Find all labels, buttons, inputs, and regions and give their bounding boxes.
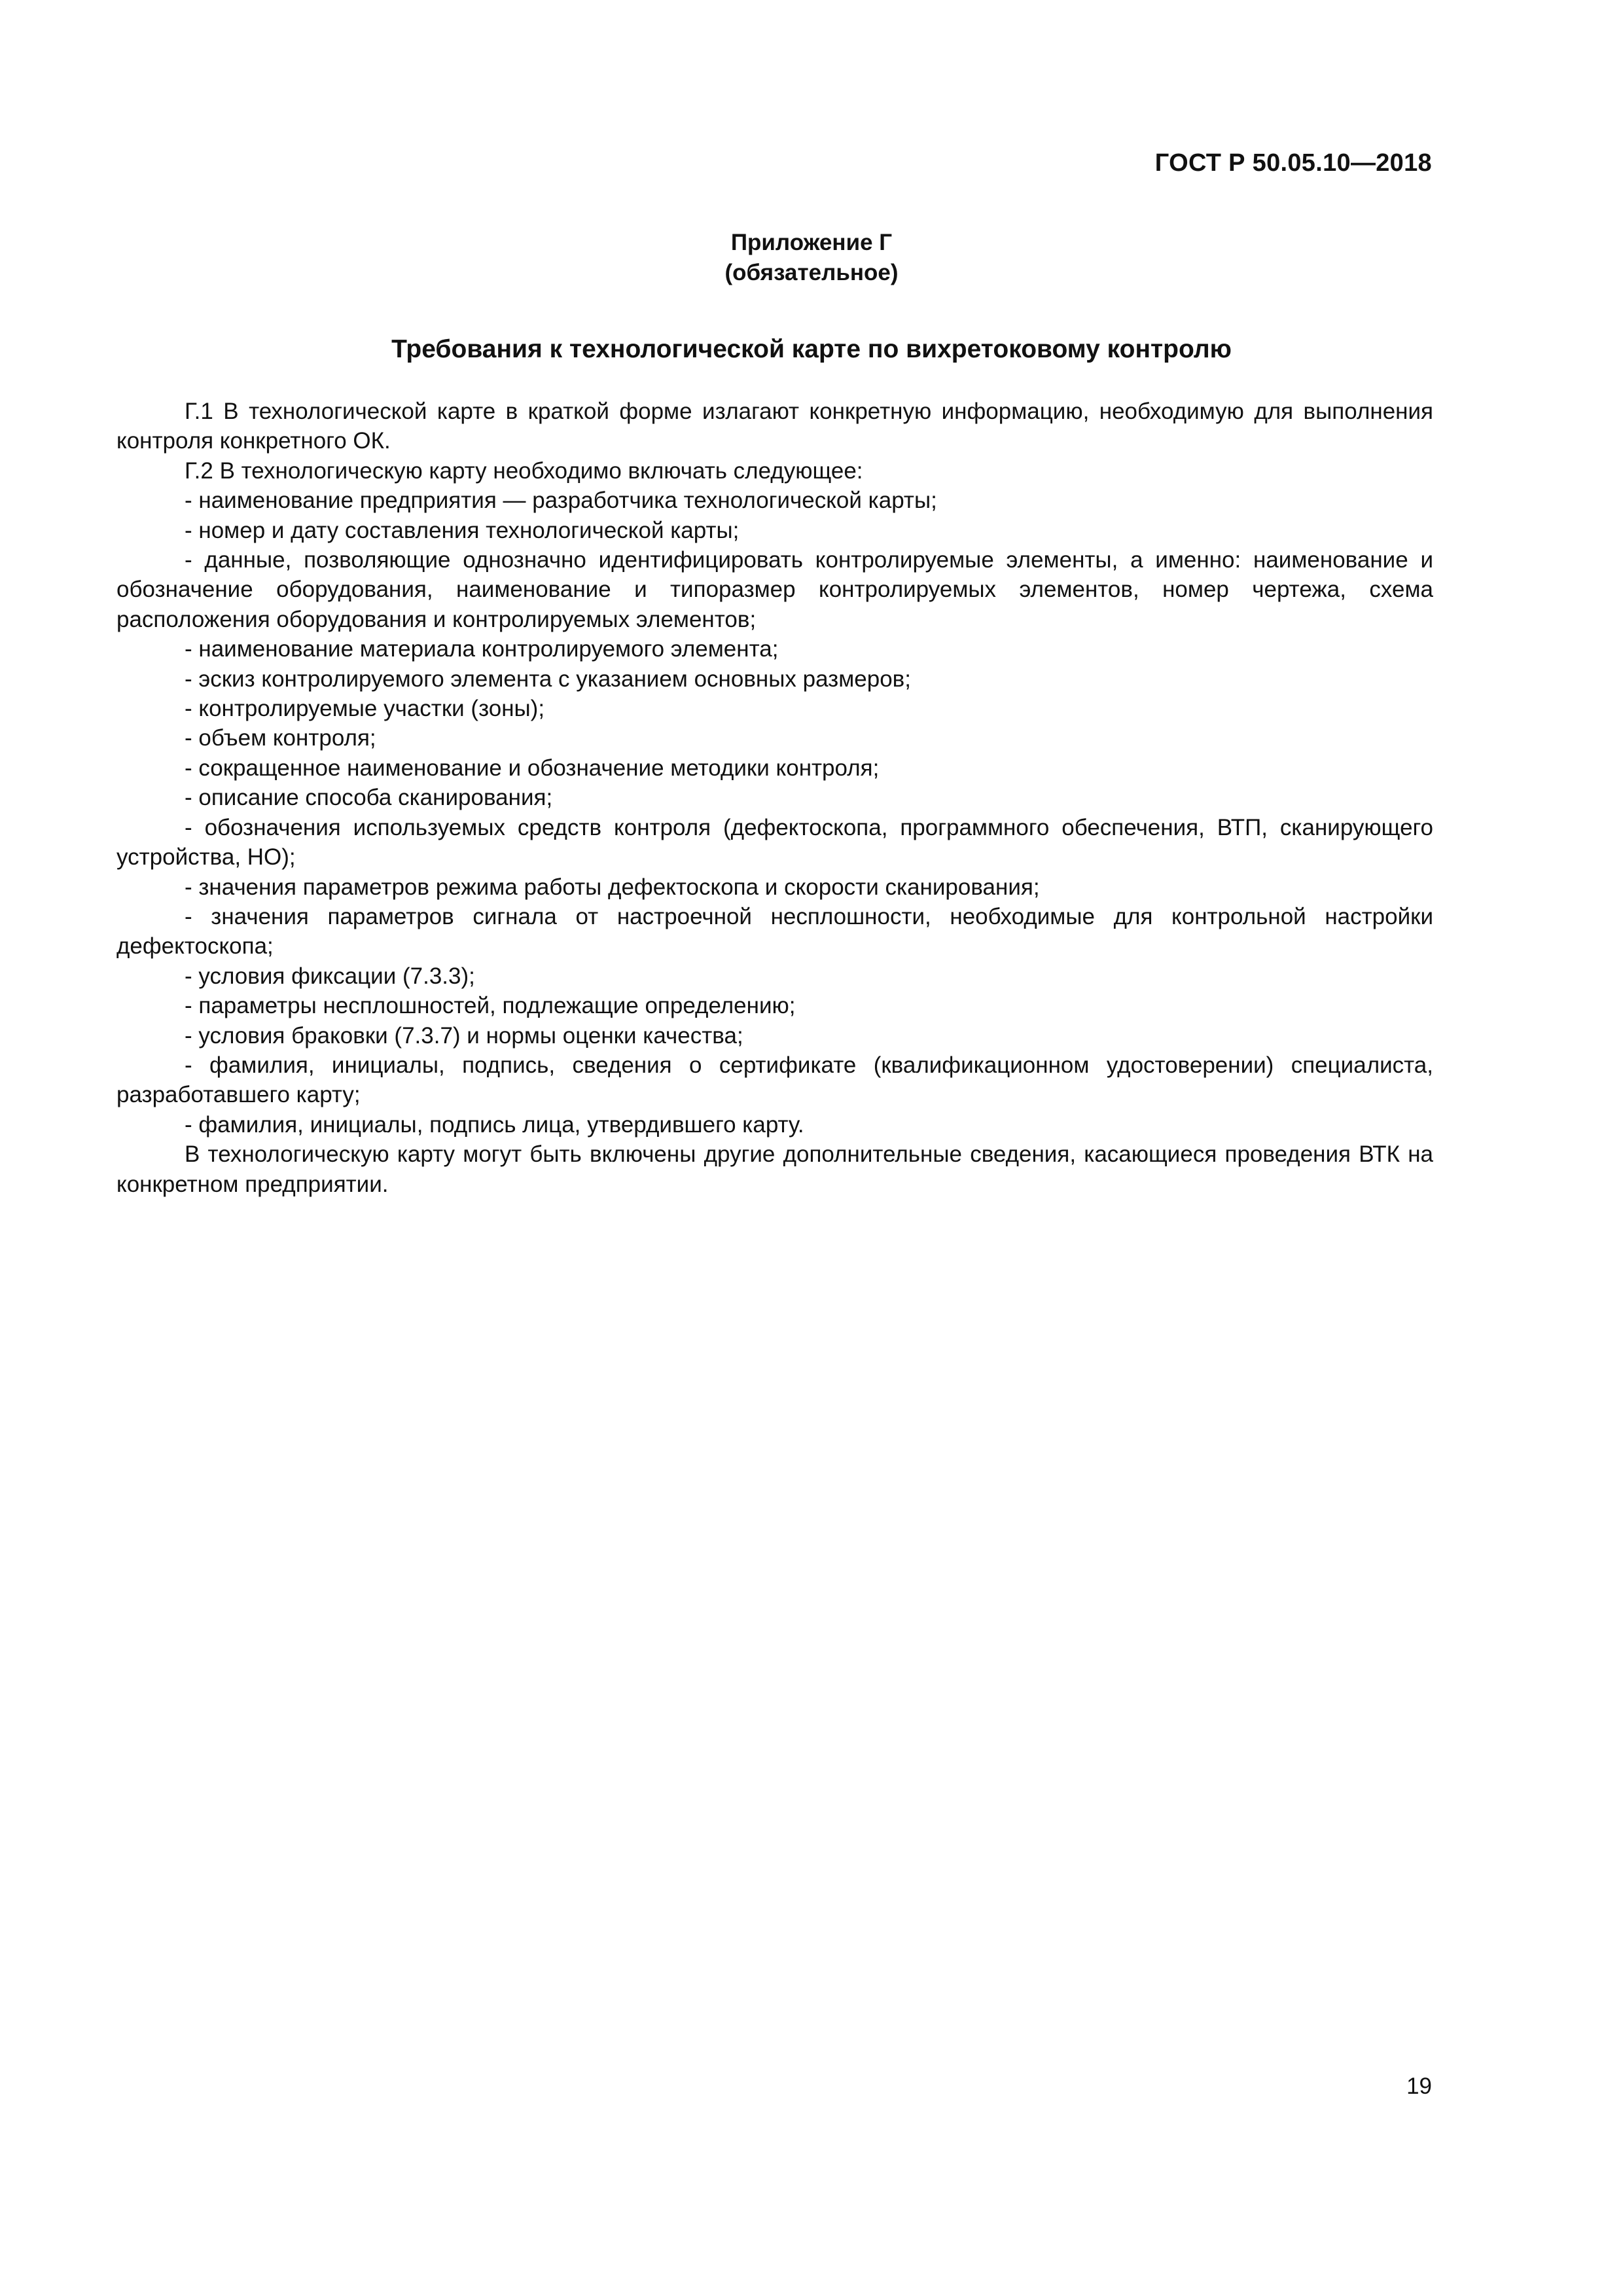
list-item: - параметры несплошностей, подлежащие определению; — [185, 993, 796, 1019]
list-item: - описание способа сканирования; — [185, 785, 553, 811]
list-item: - значения параметров режима работы дефектоскопа и скорости сканирования; — [185, 874, 1040, 900]
list-item: - контролируемые участки (зоны); — [185, 696, 545, 722]
list-item: - эскиз контролируемого элемента с указанием основных размеров; — [185, 666, 912, 692]
list-item: - фамилия, инициалы, подпись лица, утвердившего карту. — [185, 1111, 804, 1138]
list-item: - номер и дату составления технологической карты; — [185, 517, 740, 543]
body-text — [116, 397, 1433, 1199]
section-title: Требования к технологической карте по вихретоковому контролю — [391, 335, 1232, 363]
list-item: - объем контроля; — [185, 725, 376, 751]
list-item: - условия браковки (7.3.7) и нормы оценки качества; — [185, 1022, 743, 1049]
appendix-title: Приложение Г — [730, 230, 893, 255]
appendix-heading — [0, 228, 1623, 288]
list-item: - значения параметров сигнала от настроечной несплошности, необходимые для контрольной настройки дефектоскопа; — [116, 903, 1433, 960]
list-item: - данные, позволяющие однозначно идентифицировать контролируемые элементы, а именно: наименование и обозначение оборудования, наименование и типоразмер контролируемых элементов, номер чертежа, схема расположения оборудования и контролируемых элементов; — [116, 547, 1433, 632]
appendix-status: (обязательное) — [724, 260, 899, 285]
list-item: - сокращенное наименование и обозначение методики контроля; — [185, 755, 880, 781]
list-item: - фамилия, инициалы, подпись, сведения о сертификате (квалификационном удостоверении) специалиста, разработавшего карту; — [116, 1052, 1433, 1108]
paragraph-g1: Г.1 В технологической карте в краткой форме излагают конкретную информацию, необходимую для выполнения контроля конкретного ОК. — [116, 399, 1433, 454]
closing-paragraph: В технологическую карту могут быть включены другие дополнительные сведения, касающиеся проведения ВТК на конкретном предприятии. — [116, 1141, 1433, 1197]
list-item: - наименование материала контролируемого элемента; — [185, 636, 779, 662]
list-item: - условия фиксации (7.3.3); — [185, 963, 475, 989]
list-item: - наименование предприятия — разработчика технологической карты; — [185, 488, 937, 514]
paragraph-g2: Г.2 В технологическую карту необходимо включать следующее: — [185, 457, 863, 484]
document-code: ГОСТ Р 50.05.10—2018 — [1154, 149, 1432, 177]
page-number: 19 — [1406, 2073, 1432, 2099]
list-item: - обозначения используемых средств контроля (дефектоскопа, программного обеспечения, ВТП, сканирующего устройства, НО); — [116, 814, 1433, 870]
